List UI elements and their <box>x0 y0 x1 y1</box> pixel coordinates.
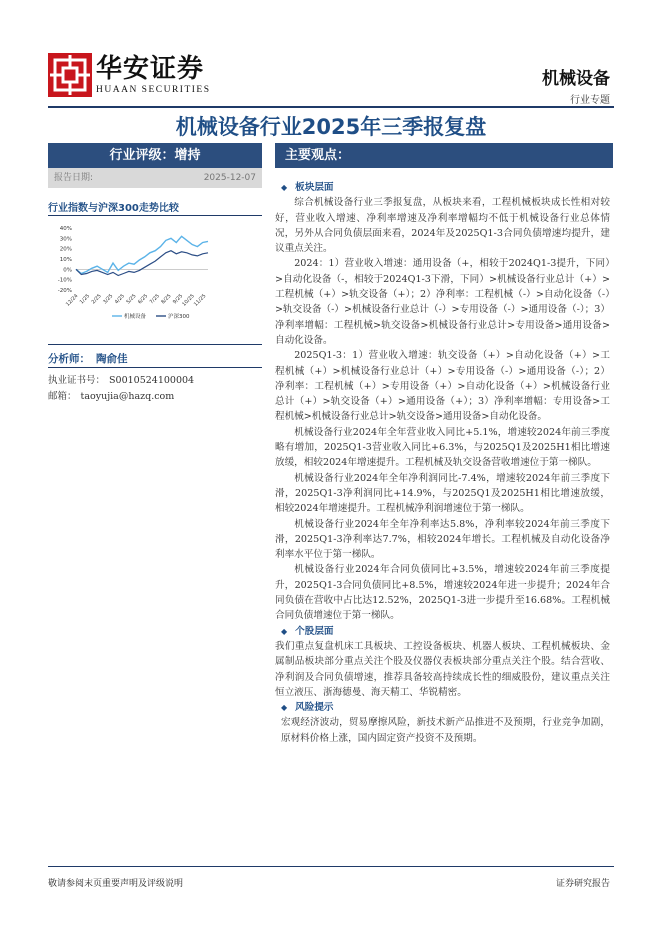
industry-rating <box>48 143 262 168</box>
header-divider <box>48 106 614 108</box>
email-row <box>48 388 174 402</box>
sector-label: 机械设备 <box>542 69 610 89</box>
paragraph-net-margin: 机械设备行业2024年全年净利率达5.8%，净利率较2024年前三季度下滑，2025Q1-3净利率达7.7%，相较2024年增长。工程机械及自动化设备净利率水平位于第一梯队。 <box>275 518 610 561</box>
email-label: 邮箱： <box>48 391 77 402</box>
x-tick-label: 4/25 <box>113 293 126 306</box>
chart-top-divider <box>48 215 262 216</box>
series-line-machinery <box>76 236 208 273</box>
x-tick-label: 12/24 <box>64 293 80 308</box>
y-tick-label: 10% <box>59 257 72 263</box>
y-tick-label: 20% <box>59 246 72 253</box>
y-tick-label: 30% <box>59 236 72 243</box>
paragraph-summary: 综合机械设备行业三季报复盘，从板块来看，工程机械板块成长性相对较好，营业收入增速、净利率增速及净利率增幅均不低于机械设备行业总体情况，另外从合同负债层面来看，2024年及2025Q1-3合同负债增速均提升，建议重点关注。 <box>275 197 610 255</box>
x-tick-label: 3/25 <box>102 293 115 306</box>
rating-value: 增持 <box>174 148 201 163</box>
x-tick-label: 10/25 <box>181 293 196 308</box>
section-heading-stocks: ◆ 个股层面 <box>281 624 610 639</box>
legend-label: 沪深300 <box>168 314 190 320</box>
main-views-header: 主要观点： <box>275 143 613 168</box>
x-tick-label: 5/25 <box>125 293 138 306</box>
cert-number: S0010524100004 <box>109 375 195 386</box>
x-tick-label: 2/25 <box>90 293 103 306</box>
paragraph-revenue: 机械设备行业2024年全年营业收入同比+5.1%，增速较2024年前三季度略有增加，2025Q1-3营业收入同比+6.3%，与2025Q1及2025H1相比增速放缓，相较2024年增速提升。工程机械及轨交设备营收增速位于第一梯队。 <box>275 426 610 469</box>
section-heading-risk: ◆ 风险提示 <box>281 700 610 715</box>
brand-logo <box>48 52 211 98</box>
legend-label: 机械设备 <box>124 314 147 320</box>
email-address[interactable]: taoyujia@hazq.com <box>80 391 175 402</box>
cert-label: 执业证书号： <box>48 375 106 386</box>
footer-report-label: 证券研究报告 <box>555 879 610 889</box>
paragraph-2025q1-3: 2025Q1-3：1）营业收入增速：轨交设备（+）>自动化设备（+）>工程机械（+）>机械设备行业总计（+）>专用设备（-）>通用设备（-）；2）净利率：工程机械（+）>专用设备（+）>自动化设备（+）>机械设备行业总计（+）>轨交设备（+）>通用设备（+）；3）净利率增幅：专用设备>工程机械>机械设备行业总计>轨交设备>通用设备>自动化设备。 <box>275 350 610 423</box>
rating-label: 行业评级： <box>109 148 175 163</box>
logo-seal-graphic <box>48 53 92 97</box>
logo-seal-icon <box>48 53 92 97</box>
y-tick-label: 40% <box>59 226 72 232</box>
brand-name-cn: 华安证券 <box>96 54 205 84</box>
paragraph-stocks: 我们重点复盘机床工具板块、工控设备板块、机器人板块、工程机械板块、金属制品板块部分重点关注个股及仪器仪表板块部分重点关注个股。结合营收、净利润及合同负债增速，推荐具备较高持续成长性的细威股份，建议重点关注恒立液压、浙海德曼、海天精工、华锐精密。 <box>275 640 610 698</box>
analyst-row <box>48 351 128 366</box>
paragraph-net-profit: 机械设备行业2024年全年净利润同比-7.4%，增速较2024年前三季度下滑，2025Q1-3净利润同比+14.9%，与2025Q1及2025H1相比增速放缓，相较2024年增速提升。工程机械净利润增速位于第一梯队。 <box>275 472 610 515</box>
analyst-divider <box>48 367 262 368</box>
report-date-row <box>48 168 262 188</box>
analyst-name: 陶俞佳 <box>96 353 128 365</box>
y-tick-label: 0% <box>63 267 72 274</box>
series-line-csi300 <box>76 251 208 276</box>
brand-name-en: HUAAN SECURITIES <box>96 85 211 95</box>
x-tick-label: 6/25 <box>137 293 150 306</box>
paragraph-risk: 宏观经济波动，贸易摩擦风险，新技术新产品推进不及预期，行业竞争加剧，原材料价格上涨，国内固定资产投资不及预期。 <box>281 717 610 744</box>
chart-title: 行业指数与沪深300走势比较 <box>48 203 179 214</box>
section-heading-sector: ◆ 板块层面 <box>281 180 610 195</box>
y-tick-label: -10% <box>57 277 72 284</box>
x-tick-label: 7/25 <box>148 293 161 306</box>
date-value: 2025-12-07 <box>203 173 256 183</box>
paragraph-2024: 2024：1）营业收入增速：通用设备（+，相较于2024Q1-3提升，下同）>自动化设备（-，相较于2024Q1-3下滑，下同）>机械设备行业总计（+）>工程机械（+）>轨交设备（+）；2）净利率：工程机械（-）>自动化设备（-）>轨交设备（-）>机械设备行业总计（-）>专用设备（-）>通用设备（-）；3）净利率增幅：工程机械>轨交设备>机械设备行业总计>专用设备>通用设备>自动化设备。 <box>275 258 610 346</box>
cert-row <box>48 372 194 386</box>
analyst-label: 分析师： <box>48 353 90 365</box>
x-tick-label: 1/25 <box>78 293 92 306</box>
x-tick-label: 11/25 <box>192 293 208 308</box>
footer-disclaimer: 敬请参阅末页重要声明及评级说明 <box>48 879 184 889</box>
x-tick-label: 8/25 <box>160 293 173 306</box>
y-tick-label: -20% <box>57 288 72 294</box>
date-label: 报告日期: <box>54 173 94 183</box>
report-title: 机械设备行业2025年三季报复盘 <box>175 115 487 139</box>
report-type: 行业专题 <box>570 95 610 106</box>
paragraph-contract-liabilities: 机械设备行业2024年合同负债同比+3.5%，增速较2024年前三季度提升，2025Q1-3合同负债同比+8.5%，增速较2024年进一步提升；2024年合同负债在营收中占比达12.52%，2025Q1-3进一步提升至16.68%。工程机械合同负债增速位于第一梯队。 <box>275 564 610 622</box>
main-views-body <box>275 180 610 746</box>
index-comparison-chart <box>48 220 262 345</box>
footer-divider <box>48 866 614 867</box>
chart-bottom-divider <box>48 344 262 345</box>
x-tick-label: 9/25 <box>171 293 185 306</box>
